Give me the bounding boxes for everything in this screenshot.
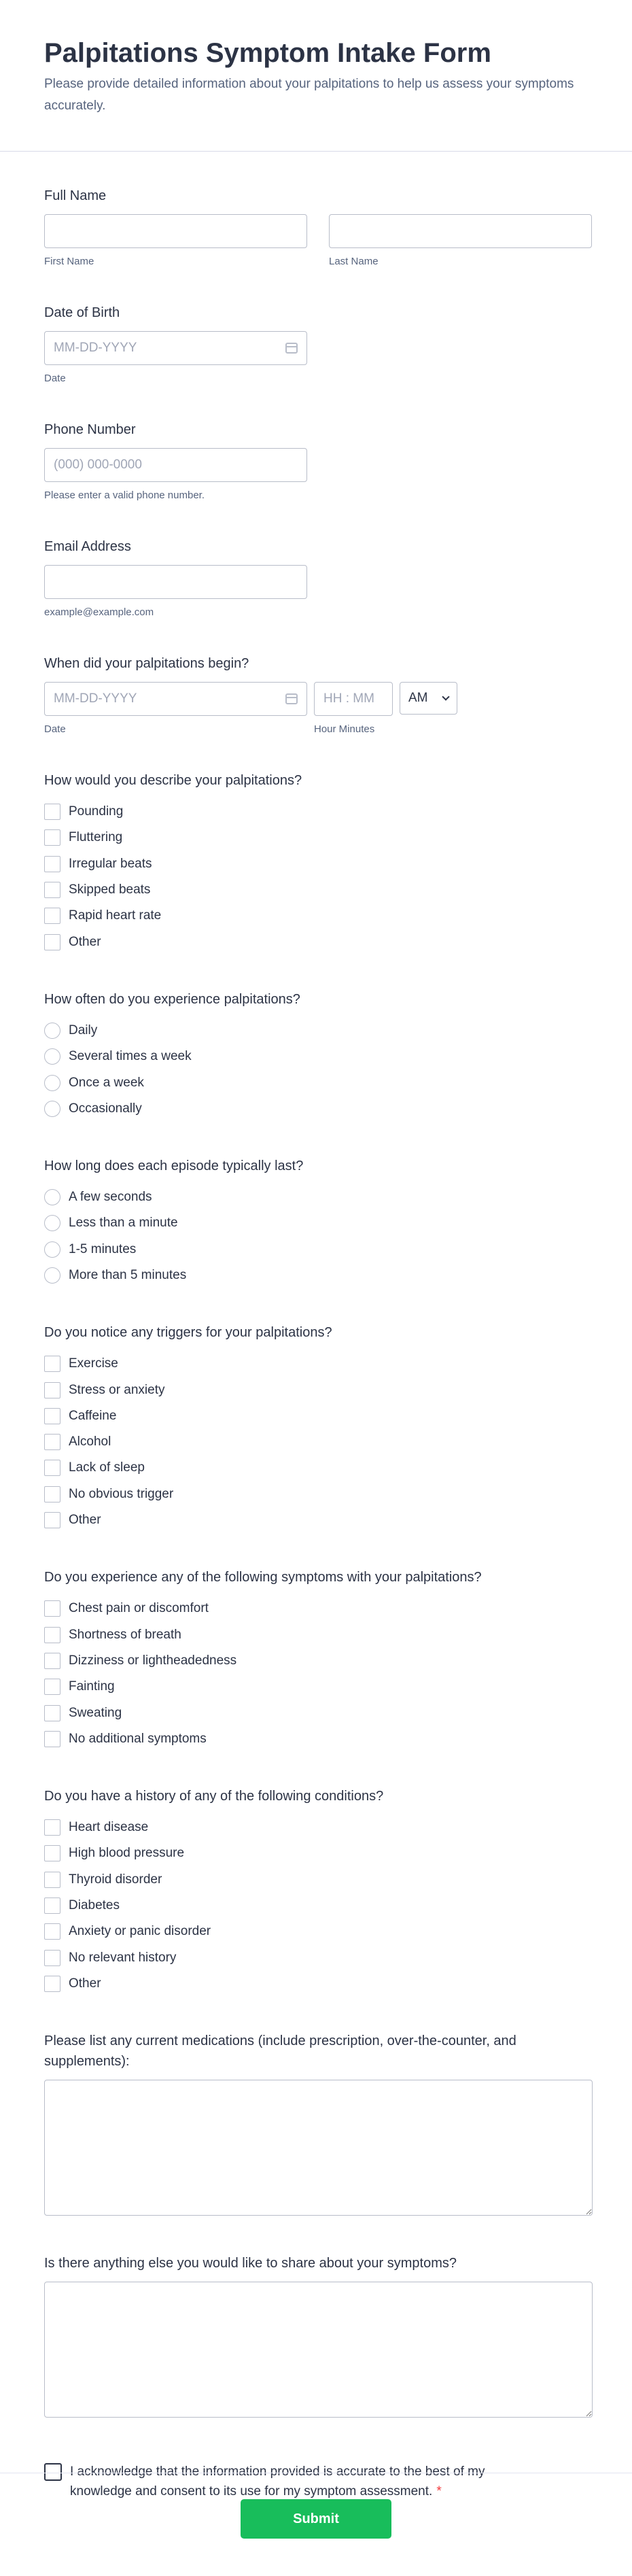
radio-button[interactable] — [44, 1023, 60, 1039]
calendar-icon[interactable] — [285, 343, 298, 354]
checkbox-option[interactable] — [44, 1674, 588, 1700]
option-label: Fluttering — [69, 830, 123, 845]
checkbox[interactable] — [44, 1382, 60, 1398]
form-header — [0, 0, 632, 152]
checkbox-option[interactable] — [44, 1403, 588, 1429]
last-name-input[interactable] — [329, 214, 592, 248]
onset-time-sublabel: Hour Minutes — [314, 723, 375, 735]
checkbox-option[interactable] — [44, 1840, 588, 1866]
radio-option[interactable] — [44, 1184, 588, 1210]
option-label: A few seconds — [69, 1190, 152, 1205]
option-label: Heart disease — [69, 1820, 149, 1835]
checkbox[interactable] — [44, 1679, 60, 1695]
onset-time-placeholder: HH : MM — [323, 691, 374, 706]
checkbox-option[interactable] — [44, 1507, 588, 1533]
frequency-question — [44, 989, 588, 1122]
checkbox[interactable] — [44, 934, 60, 950]
dob-sublabel: Date — [44, 373, 66, 384]
acknowledge-label: I acknowledge that the information provided is accurate to the best of my knowledge and consent to its use for my symptom assessment. — [70, 2465, 485, 2499]
full-name-label: Full Name — [44, 188, 107, 203]
option-label: Other — [69, 1976, 101, 1991]
describe-label: How would you describe your palpitations? — [44, 773, 302, 788]
symptoms-question — [44, 1567, 588, 1752]
option-label: Sweating — [69, 1705, 122, 1720]
checkbox[interactable] — [44, 1460, 60, 1476]
describe-options — [44, 799, 588, 955]
option-label: Exercise — [69, 1356, 118, 1371]
checkbox[interactable] — [44, 1600, 60, 1617]
option-label: Chest pain or discomfort — [69, 1601, 209, 1616]
checkbox[interactable] — [44, 1512, 60, 1528]
checkbox[interactable] — [44, 1872, 60, 1888]
form-subtitle: Please provide detailed information about your palpitations to help us assess your symptoms accurately. — [44, 77, 574, 113]
radio-option[interactable] — [44, 1044, 588, 1069]
dob-input[interactable] — [44, 331, 307, 365]
checkbox-option[interactable] — [44, 1622, 588, 1648]
option-label: Caffeine — [69, 1408, 117, 1423]
option-label: Lack of sleep — [69, 1460, 145, 1475]
ampm-value: AM — [408, 691, 428, 705]
required-asterisk: * — [436, 2484, 442, 2499]
email-sublabel: example@example.com — [44, 606, 154, 618]
phone-input[interactable] — [44, 448, 307, 482]
option-label: Fainting — [69, 1679, 115, 1694]
checkbox[interactable] — [44, 1434, 60, 1450]
checkbox-option[interactable] — [44, 1648, 588, 1674]
radio-option[interactable] — [44, 1069, 588, 1095]
option-label: 1-5 minutes — [69, 1241, 137, 1256]
checkbox-option[interactable] — [44, 1815, 588, 1840]
triggers-label: Do you notice any triggers for your palpitations? — [44, 1325, 332, 1341]
radio-option[interactable] — [44, 1263, 588, 1288]
checkbox-option[interactable] — [44, 877, 588, 903]
radio-option[interactable] — [44, 1210, 588, 1236]
checkbox-option[interactable] — [44, 799, 588, 825]
option-label: Once a week — [69, 1075, 144, 1090]
checkbox-option[interactable] — [44, 1377, 588, 1403]
option-label: Diabetes — [69, 1898, 120, 1913]
checkbox[interactable] — [44, 1819, 60, 1836]
medications-question — [44, 2031, 588, 2219]
option-label: Other — [69, 934, 101, 949]
last-name-sublabel: Last Name — [329, 256, 379, 267]
checkbox-option[interactable] — [44, 1867, 588, 1893]
onset-question — [44, 653, 588, 736]
ampm-select[interactable] — [400, 682, 457, 715]
checkbox-option[interactable] — [44, 1919, 588, 1944]
onset-time-input[interactable] — [314, 682, 393, 716]
checkbox-option[interactable] — [44, 1700, 588, 1725]
option-label: No relevant history — [69, 1950, 177, 1965]
additional-label: Is there anything else you would like to share about your symptoms? — [44, 2256, 457, 2271]
dob-label: Date of Birth — [44, 305, 120, 320]
frequency-label: How often do you experience palpitations? — [44, 991, 300, 1007]
checkbox[interactable] — [44, 804, 60, 820]
checkbox[interactable] — [44, 1356, 60, 1372]
checkbox[interactable] — [44, 1486, 60, 1502]
checkbox[interactable] — [44, 1408, 60, 1424]
form-footer — [0, 2473, 632, 2576]
history-label: Do you have a history of any of the following conditions? — [44, 1789, 384, 1804]
duration-options — [44, 1184, 588, 1288]
option-label: Alcohol — [69, 1435, 111, 1449]
phone-sublabel: Please enter a valid phone number. — [44, 490, 205, 501]
checkbox[interactable] — [44, 1976, 60, 1992]
radio-button[interactable] — [44, 1189, 60, 1205]
radio-option[interactable] — [44, 1237, 588, 1263]
checkbox-option[interactable] — [44, 851, 588, 877]
first-name-input[interactable] — [44, 214, 307, 248]
email-label: Email Address — [44, 539, 131, 554]
duration-label: How long does each episode typically last? — [44, 1158, 304, 1173]
triggers-question — [44, 1322, 588, 1533]
option-label: Irregular beats — [69, 856, 152, 871]
medications-textarea[interactable] — [44, 2080, 593, 2216]
radio-button[interactable] — [44, 1048, 60, 1065]
onset-date-sublabel: Date — [44, 723, 66, 735]
checkbox[interactable] — [44, 1627, 60, 1643]
checkbox[interactable] — [44, 1897, 60, 1914]
option-label: Rapid heart rate — [69, 908, 162, 923]
radio-option[interactable] — [44, 1096, 588, 1122]
option-label: Thyroid disorder — [69, 1872, 162, 1887]
checkbox-option[interactable] — [44, 1945, 588, 1971]
checkbox-option[interactable] — [44, 1971, 588, 1997]
radio-option[interactable] — [44, 1018, 588, 1044]
checkbox-option[interactable] — [44, 929, 588, 955]
submit-button[interactable]: Submit — [241, 2499, 391, 2539]
checkbox-option[interactable] — [44, 1596, 588, 1621]
full-name-question — [44, 186, 588, 269]
checkbox-option[interactable] — [44, 1893, 588, 1919]
email-input[interactable] — [44, 565, 307, 599]
checkbox-option[interactable] — [44, 1481, 588, 1507]
option-label: High blood pressure — [69, 1846, 185, 1861]
checkbox[interactable] — [44, 882, 60, 898]
radio-button[interactable] — [44, 1241, 60, 1258]
checkbox[interactable] — [44, 908, 60, 924]
dob-question — [44, 303, 588, 385]
duration-question — [44, 1156, 588, 1288]
option-label: More than 5 minutes — [69, 1268, 187, 1282]
triggers-options — [44, 1351, 588, 1533]
onset-label: When did your palpitations begin? — [44, 656, 249, 671]
radio-button[interactable] — [44, 1101, 60, 1117]
checkbox[interactable] — [44, 1923, 60, 1940]
dob-placeholder: MM-DD-YYYY — [54, 341, 137, 355]
radio-button[interactable] — [44, 1215, 60, 1231]
email-question — [44, 536, 588, 619]
checkbox[interactable] — [44, 856, 60, 872]
additional-textarea[interactable] — [44, 2282, 593, 2418]
history-question — [44, 1786, 588, 1997]
medications-label: Please list any current medications (include prescription, over-the-counter, and supplements): — [44, 2033, 516, 2070]
checkbox-option[interactable] — [44, 1429, 588, 1455]
calendar-icon[interactable] — [285, 693, 298, 704]
first-name-sublabel: First Name — [44, 256, 94, 267]
symptoms-options — [44, 1596, 588, 1752]
form-title: Palpitations Symptom Intake Form — [44, 38, 491, 68]
option-label: Other — [69, 1513, 101, 1528]
history-options — [44, 1815, 588, 1997]
additional-question — [44, 2253, 588, 2421]
checkbox[interactable] — [44, 1950, 60, 1966]
frequency-options — [44, 1018, 588, 1122]
symptoms-label: Do you experience any of the following symptoms with your palpitations? — [44, 1570, 482, 1585]
onset-date-placeholder: MM-DD-YYYY — [54, 691, 137, 706]
checkbox[interactable] — [44, 1653, 60, 1669]
checkbox-option[interactable] — [44, 1726, 588, 1752]
chevron-down-icon — [442, 693, 449, 700]
onset-date-input[interactable] — [44, 682, 307, 716]
checkbox[interactable] — [44, 1731, 60, 1747]
checkbox-option[interactable] — [44, 1351, 588, 1377]
phone-label: Phone Number — [44, 422, 136, 437]
option-label: Daily — [69, 1023, 98, 1037]
option-label: Stress or anxiety — [69, 1382, 165, 1397]
checkbox-option[interactable] — [44, 903, 588, 929]
checkbox-option[interactable] — [44, 825, 588, 851]
option-label: Anxiety or panic disorder — [69, 1924, 211, 1939]
form-body — [0, 186, 632, 2501]
option-label: Less than a minute — [69, 1216, 178, 1231]
option-label: Shortness of breath — [69, 1627, 181, 1642]
option-label: Occasionally — [69, 1101, 142, 1116]
option-label: Several times a week — [69, 1049, 192, 1064]
option-label: Pounding — [69, 804, 124, 819]
option-label: No obvious trigger — [69, 1486, 174, 1501]
option-label: Dizziness or lightheadedness — [69, 1653, 237, 1668]
checkbox-option[interactable] — [44, 1455, 588, 1481]
phone-placeholder: (000) 000-0000 — [54, 458, 142, 472]
option-label: Skipped beats — [69, 882, 151, 897]
checkbox[interactable] — [44, 1845, 60, 1861]
checkbox[interactable] — [44, 829, 60, 846]
radio-button[interactable] — [44, 1267, 60, 1284]
radio-button[interactable] — [44, 1075, 60, 1091]
describe-question — [44, 770, 588, 955]
phone-question — [44, 419, 588, 502]
checkbox[interactable] — [44, 1705, 60, 1721]
option-label: No additional symptoms — [69, 1731, 207, 1746]
